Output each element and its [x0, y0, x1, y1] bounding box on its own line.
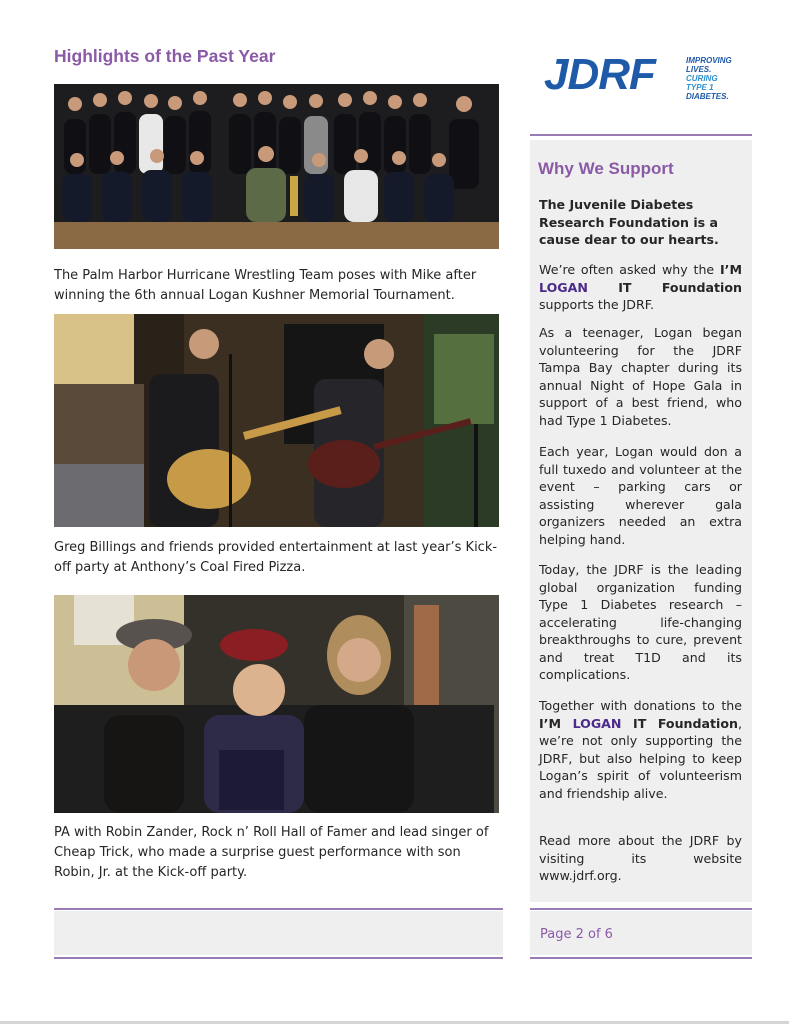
sidebar-top-rule: [530, 134, 752, 136]
page-number: Page 2 of 6: [540, 927, 613, 942]
jdrf-logo-tagline: IMPROVING LIVES. CURING TYPE 1 DIABETES.: [686, 56, 732, 101]
band-photo: [54, 314, 499, 527]
jdrf-logo: [544, 52, 744, 102]
footer-right-top-rule: [530, 908, 752, 910]
band-caption: Greg Billings and friends provided entertainment at last year’s Kick-off party at Anthony’s Coal Fired Pizza.: [54, 540, 498, 575]
robin-zander-photo: [54, 595, 499, 813]
sidebar-paragraph-1: We’re often asked why the I’M LOGAN IT Foundation supports the JDRF.: [539, 262, 742, 312]
footer-left-box: [54, 911, 503, 955]
wrestling-caption: The Palm Harbor Hurricane Wrestling Team poses with Mike after winning the 6th annual Logan Kushner Memorial Tournament.: [54, 268, 477, 303]
sidebar-paragraph-6: Read more about the JDRF by visiting its website www.jdrf.org.: [539, 833, 742, 883]
zander-caption: PA with Robin Zander, Rock n’ Roll Hall of Famer and lead singer of Cheap Trick, who made a surprise guest performance with son Robin, Jr. at the Kick-off party.: [54, 825, 489, 880]
jdrf-logo-mark: JDRF: [544, 50, 655, 99]
sidebar-title: Why We Support: [538, 159, 674, 178]
footer-left-top-rule: [54, 908, 503, 910]
wrestling-team-photo: [54, 84, 499, 249]
footer-right-bottom-rule: [530, 957, 752, 959]
page-heading: Highlights of the Past Year: [54, 46, 276, 66]
sidebar-paragraph-4: Today, the JDRF is the leading global organization funding Type 1 Diabetes research – accelerating life-changing breakthroughs to cure, prevent and treat T1D and its complications.: [539, 562, 742, 682]
sidebar-paragraph-5: Together with donations to the I’M LOGAN IT Foundation, we’re not only supporting the JDRF, but also helping to keep Logan’s spirit of volunteerism and friendship alive.: [539, 698, 742, 801]
sidebar-paragraph-3: Each year, Logan would don a full tuxedo and volunteer at the event – parking cars or assisting wherever gala organizers needed an extra helping hand.: [539, 444, 742, 547]
footer-left-bottom-rule: [54, 957, 503, 959]
sidebar-paragraph-2: As a teenager, Logan began volunteering for the JDRF Tampa Bay chapter during its annual Night of Hope Gala in support of a best friend, who had Type 1 Diabetes.: [539, 325, 742, 428]
sidebar-lead: The Juvenile Diabetes Research Foundation is a cause dear to our hearts.: [539, 197, 719, 247]
